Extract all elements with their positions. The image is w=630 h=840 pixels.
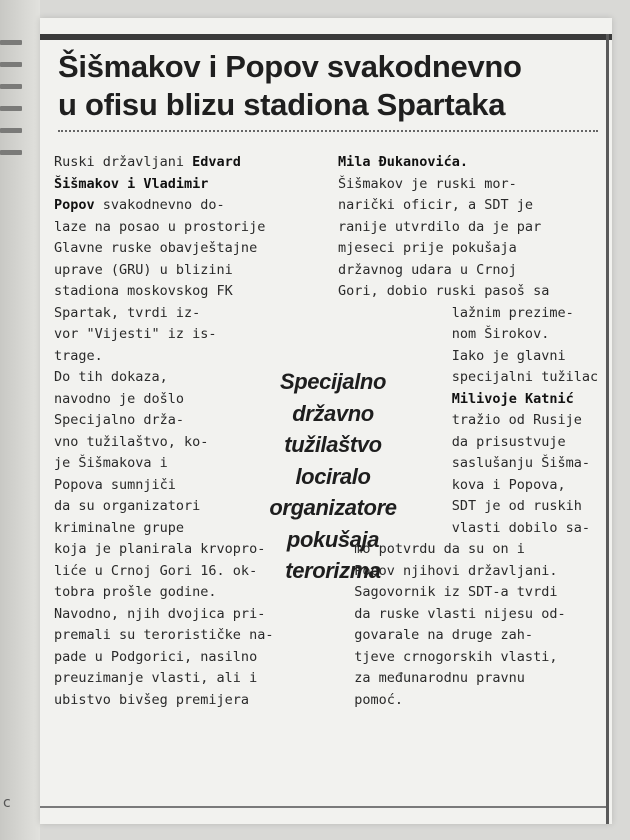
text-line (54, 389, 273, 411)
text-line (54, 410, 273, 432)
headline-divider (58, 130, 598, 132)
text-run: stadiona moskovskog FK (54, 283, 233, 299)
text-line (338, 217, 598, 239)
margin-mark (0, 40, 22, 45)
text-run: svakodnevno do- (94, 197, 225, 213)
headline-line: Šišmakov i Popov svakodnevno (58, 49, 522, 84)
top-rule (40, 34, 612, 40)
text-run: navodno je došlo (54, 390, 185, 407)
text-line (338, 647, 598, 669)
text-run: koja je planirala krvopro- (54, 541, 266, 557)
text-line (54, 217, 273, 239)
text-line (54, 496, 273, 518)
bold-name: Milivoje Katnić (451, 390, 574, 407)
text-run: premali su terorističke na- (54, 627, 274, 643)
text-run: da ruske vlasti nijesu od- (338, 605, 566, 622)
bold-name: Šišmakov i Vladimir (54, 175, 209, 192)
text-run: Iako je glavni (338, 347, 566, 364)
text-run: lažnim prezime- (338, 304, 574, 321)
text-run: trage. (54, 347, 103, 364)
text-run: tražio od Rusije (338, 412, 582, 428)
text-run: da prisustvuje (338, 433, 566, 450)
text-run: kriminalne grupe (54, 519, 185, 536)
text-line (54, 668, 273, 690)
text-run: Navodno, njih dvojica pri- (54, 605, 266, 622)
text-run: za međunarodnu pravnu (338, 670, 525, 686)
adjacent-page-margin (0, 0, 40, 840)
bold-name: Popov (54, 197, 95, 213)
text-run: specijalni tužilac (338, 369, 599, 385)
text-run: je Šišmakova i (54, 455, 168, 471)
text-run: Specijalno drža- (54, 412, 185, 428)
margin-mark (0, 106, 22, 111)
text-run: da su organizatori (54, 498, 201, 514)
margin-mark (0, 84, 22, 89)
text-line (338, 152, 598, 174)
pull-quote (248, 366, 418, 587)
pull-quote-line: državno (292, 400, 374, 426)
text-line (338, 668, 598, 690)
text-run: Popov njihovi državljani. (338, 562, 558, 579)
text-run: liće u Crnoj Gori 16. ok- (54, 562, 258, 579)
text-run: preuzimanje vlasti, ali i (54, 670, 258, 686)
text-run: Glavne ruske obavještajne (54, 240, 258, 256)
bold-name: Mila Đukanovića. (338, 154, 469, 170)
margin-mark (0, 128, 22, 133)
left-text-column (54, 152, 273, 711)
text-line (54, 303, 273, 325)
text-run: Sagovornik iz SDT-a tvrdi (338, 584, 558, 600)
margin-glyph: c (3, 795, 11, 811)
text-line (54, 604, 273, 626)
text-run: nom Širokov. (338, 326, 550, 342)
text-line (338, 195, 598, 217)
text-line (54, 238, 273, 260)
text-run: pade u Podgorici, nasilno (54, 648, 258, 665)
text-run: vlasti dobilo sa- (338, 519, 590, 536)
text-line (54, 174, 273, 196)
text-line (54, 195, 273, 217)
text-line (54, 260, 273, 282)
text-run: SDT je od ruskih (338, 498, 582, 514)
text-run: Ruski državljani (54, 154, 193, 170)
text-line (338, 174, 598, 196)
text-line (338, 690, 598, 712)
text-line (54, 518, 273, 540)
text-run: ubistvo bivšeg premijera (54, 691, 250, 708)
text-line (54, 561, 273, 583)
pull-quote-line: lociralo (295, 463, 371, 489)
pull-quote-line: organizatore (269, 495, 397, 520)
text-line (338, 604, 598, 626)
text-run: vor "Vijesti" iz is- (54, 326, 217, 342)
text-line (54, 539, 273, 561)
text-run: vno tužilaštvo, ko- (54, 433, 209, 450)
text-line (338, 303, 598, 325)
pull-quote-line: pokušaja (286, 526, 380, 552)
text-line (338, 324, 598, 346)
text-run: ranije utvrdilo da je par (338, 218, 542, 235)
text-line (54, 324, 273, 346)
text-line (54, 690, 273, 712)
text-line (338, 346, 598, 368)
text-run: mjeseci prije pokušaja (338, 240, 517, 256)
text-line (54, 346, 273, 368)
text-line (54, 453, 273, 475)
text-run: tobra prošle godine. (54, 584, 217, 600)
text-run: govarale na druge zah- (338, 627, 534, 643)
newspaper-article (40, 18, 612, 824)
text-run: Popova sumnjiči (54, 476, 176, 493)
text-line (54, 281, 273, 303)
margin-mark (0, 150, 22, 155)
text-run: Spartak, tvrdi iz- (54, 304, 201, 321)
pull-quote-line: Specijalno (279, 369, 387, 394)
text-run: Do tih dokaza, (54, 369, 168, 385)
text-line (338, 260, 598, 282)
text-line (338, 238, 598, 260)
pull-quote-line: tužilaštvo (284, 432, 382, 457)
text-line (54, 625, 273, 647)
text-run: narički oficir, a SDT je (338, 197, 534, 213)
text-line (338, 625, 598, 647)
headline-line: u ofisu blizu stadiona Spartaka (58, 87, 506, 122)
text-run: uprave (GRU) u blizini (54, 261, 233, 278)
text-run: Šišmakov je ruski mor- (338, 175, 517, 192)
headline (58, 48, 598, 124)
text-run: mo potvrdu da su on i (338, 541, 525, 557)
text-line (54, 582, 273, 604)
text-line (54, 432, 273, 454)
text-line (338, 281, 598, 303)
text-line (54, 475, 273, 497)
bold-name: Edvard (192, 154, 241, 170)
text-run: pomoć. (338, 691, 404, 708)
text-run: laze na posao u prostorije (54, 218, 266, 235)
text-line (54, 367, 273, 389)
pull-quote-line: terorizma (285, 558, 381, 583)
text-line (54, 152, 273, 174)
text-run: saslušanju Šišma- (338, 455, 590, 471)
bottom-rule (40, 806, 606, 808)
text-line (54, 647, 273, 669)
margin-mark (0, 62, 22, 67)
right-rule (606, 34, 609, 824)
text-run: tjeve crnogorskih vlasti, (338, 648, 558, 665)
text-run: Gori, dobio ruski pasoš sa (338, 283, 550, 299)
text-run: kova i Popova, (338, 476, 566, 493)
text-run: državnog udara u Crnoj (338, 261, 517, 278)
